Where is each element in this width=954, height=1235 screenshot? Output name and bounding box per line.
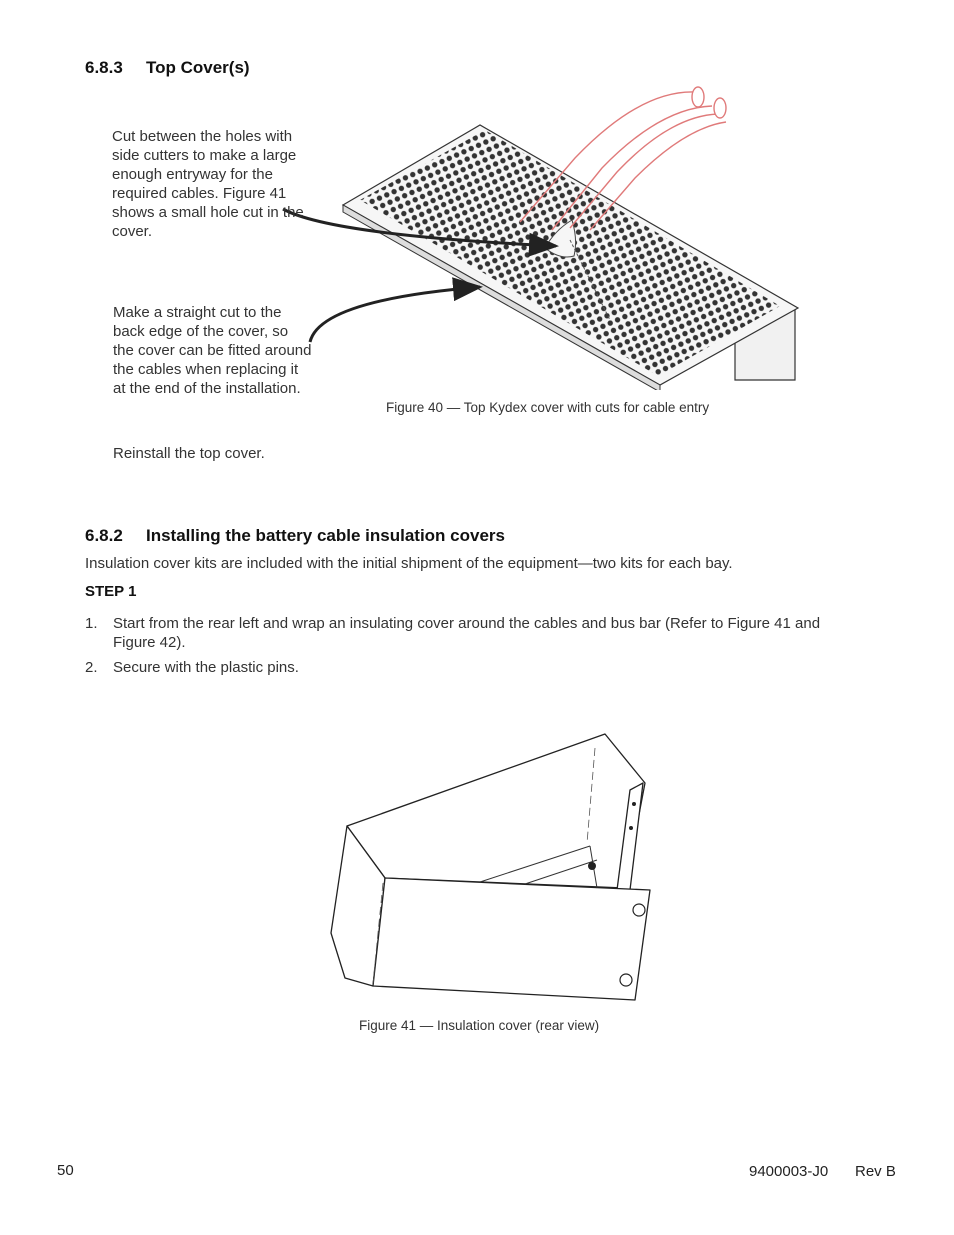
list-item bbox=[85, 658, 885, 678]
callout-straight-cut: Make a straight cut to the back edge of the cover, so the cover can be fitted around the cables when replacing it at the end of the installation. bbox=[113, 304, 312, 397]
list-item-number: 1. bbox=[85, 615, 98, 632]
list-item-text: Start from the rear left and wrap an insulating cover around the cables and bus bar (Refer to Figure 41 and Figure 42). bbox=[113, 615, 821, 651]
revision: Rev B bbox=[855, 1163, 896, 1180]
list-item-text: Secure with the plastic pins. bbox=[113, 659, 299, 676]
figure-41-caption: Figure 41 — Insulation cover (rear view) bbox=[359, 1018, 600, 1033]
page-number: 50 bbox=[57, 1162, 74, 1179]
callout-cut-between-holes: Cut between the holes with side cutters to make a large enough entryway for the required cables. Figure 41 shows a small hole cut in the cover. bbox=[112, 128, 304, 240]
section-682-intro: Insulation cover kits are included with the initial shipment of the equipment—two kits for each bay. bbox=[85, 555, 733, 572]
list-item bbox=[85, 614, 885, 654]
section-682-heading bbox=[85, 526, 505, 546]
list-item-number: 2. bbox=[85, 659, 98, 676]
figure-40-caption: Figure 40 — Top Kydex cover with cuts for cable entry bbox=[386, 400, 710, 415]
step-label: STEP 1 bbox=[85, 583, 137, 600]
section-683-title: Top Cover(s) bbox=[146, 58, 250, 77]
section-683-number: 6.8.3 bbox=[85, 58, 123, 77]
section-682-number: 6.8.2 bbox=[85, 526, 123, 545]
document-id: 9400003-J0 bbox=[749, 1163, 829, 1180]
section-682-title: Installing the battery cable insulation covers bbox=[146, 526, 505, 545]
reinstall-text: Reinstall the top cover. bbox=[113, 445, 265, 462]
figure-41-image bbox=[325, 728, 660, 1008]
